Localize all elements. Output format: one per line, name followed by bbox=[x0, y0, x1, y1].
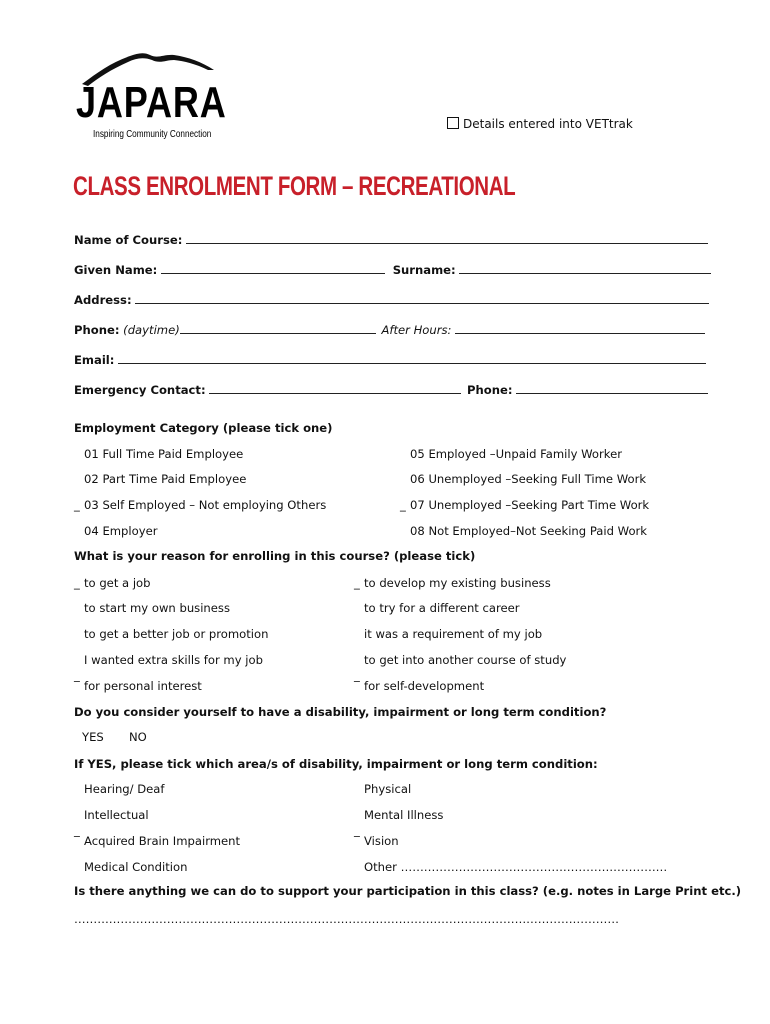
course-label: Name of Course: bbox=[74, 233, 183, 247]
checkbox-icon[interactable] bbox=[447, 117, 459, 129]
employment-right-7[interactable]: _ 07 Unemployed –Seeking Part Time Work bbox=[400, 498, 650, 512]
daytime-phone-input[interactable] bbox=[180, 323, 376, 334]
given-name-input[interactable] bbox=[161, 263, 385, 274]
address-label: Address: bbox=[74, 293, 132, 307]
disability-left-4[interactable]: Medical Condition bbox=[84, 860, 188, 874]
employment-heading: Employment Category (please tick one) bbox=[74, 421, 333, 435]
other-dots[interactable]: …………………………………………………………… bbox=[400, 860, 668, 874]
after-hours-input[interactable] bbox=[455, 323, 705, 334]
reason-left-1[interactable]: _ to get a job bbox=[74, 576, 151, 590]
disability-left-3[interactable]: ‾ Acquired Brain Impairment bbox=[74, 834, 241, 848]
surname-label: Surname: bbox=[392, 263, 456, 277]
disability-right-2[interactable]: Mental Illness bbox=[364, 808, 444, 822]
course-input[interactable] bbox=[186, 233, 708, 244]
emergency-input[interactable] bbox=[209, 383, 461, 394]
support-question: Is there anything we can do to support your participation in this class? (e.g. notes in Large Print etc.) bbox=[74, 884, 742, 898]
support-answer-line[interactable]: …………………………………………………………………………………………………………………………… bbox=[74, 912, 619, 926]
disability-no[interactable]: NO bbox=[129, 730, 147, 744]
disability-right-3[interactable]: ‾ Vision bbox=[354, 834, 399, 848]
given-name-label: Given Name: bbox=[74, 263, 158, 277]
employment-left-1[interactable]: 01 Full Time Paid Employee bbox=[84, 447, 244, 461]
reason-right-2[interactable]: to try for a different career bbox=[364, 601, 520, 615]
email-row bbox=[74, 353, 706, 367]
reason-left-2[interactable]: to start my own business bbox=[84, 601, 230, 615]
phone-label: Phone: bbox=[74, 323, 120, 337]
logo-tagline: Inspiring Community Connection bbox=[93, 128, 212, 140]
emergency-phone-input[interactable] bbox=[516, 383, 708, 394]
emergency-phone-label: Phone: bbox=[466, 383, 513, 397]
reason-right-1[interactable]: _ to develop my existing business bbox=[354, 576, 551, 590]
disability-left-1[interactable]: Hearing/ Deaf bbox=[84, 782, 165, 796]
disability-right-1[interactable]: Physical bbox=[364, 782, 412, 796]
disability-right-4[interactable]: Other …………………………………………………………… bbox=[364, 860, 668, 874]
disability-area-heading: If YES, please tick which area/s of disability, impairment or long term condition: bbox=[74, 757, 598, 771]
reason-left-5[interactable]: ‾ for personal interest bbox=[74, 679, 202, 693]
surname-input[interactable] bbox=[459, 263, 711, 274]
form-title: CLASS ENROLMENT FORM – RECREATIONAL bbox=[73, 171, 516, 201]
after-hours-label: After Hours: bbox=[381, 323, 452, 337]
reason-right-3[interactable]: it was a requirement of my job bbox=[364, 627, 543, 641]
address-row bbox=[74, 293, 709, 307]
vettrak-label: Details entered into VETtrak bbox=[463, 117, 633, 131]
address-input[interactable] bbox=[135, 293, 709, 304]
employment-right-8[interactable]: 08 Not Employed–Not Seeking Paid Work bbox=[410, 524, 648, 538]
reason-right-5[interactable]: ‾ for self-development bbox=[354, 679, 485, 693]
email-label: Email: bbox=[74, 353, 115, 367]
emergency-label: Emergency Contact: bbox=[74, 383, 206, 397]
name-row bbox=[74, 263, 711, 277]
reason-left-3[interactable]: to get a better job or promotion bbox=[84, 627, 269, 641]
daytime-label: (daytime) bbox=[123, 323, 180, 337]
phone-row bbox=[74, 323, 705, 337]
employment-right-6[interactable]: 06 Unemployed –Seeking Full Time Work bbox=[410, 472, 647, 486]
employment-left-4[interactable]: 04 Employer bbox=[84, 524, 158, 538]
logo-wordmark: JAPARA bbox=[76, 78, 227, 127]
reason-heading: What is your reason for enrolling in this course? (please tick) bbox=[74, 549, 476, 563]
reason-left-4[interactable]: I wanted extra skills for my job bbox=[84, 653, 263, 667]
disability-yes[interactable]: YES bbox=[82, 730, 104, 744]
employment-left-3[interactable]: _ 03 Self Employed – Not employing Others bbox=[74, 498, 327, 512]
employment-right-5[interactable]: 05 Employed –Unpaid Family Worker bbox=[410, 447, 622, 461]
vettrak-check[interactable] bbox=[447, 117, 633, 131]
disability-left-2[interactable]: Intellectual bbox=[84, 808, 149, 822]
email-input[interactable] bbox=[118, 353, 706, 364]
emergency-row bbox=[74, 383, 708, 397]
reason-right-4[interactable]: to get into another course of study bbox=[364, 653, 567, 667]
employment-left-2[interactable]: 02 Part Time Paid Employee bbox=[84, 472, 247, 486]
course-row bbox=[74, 233, 708, 247]
disability-question: Do you consider yourself to have a disability, impairment or long term condition? bbox=[74, 705, 607, 719]
